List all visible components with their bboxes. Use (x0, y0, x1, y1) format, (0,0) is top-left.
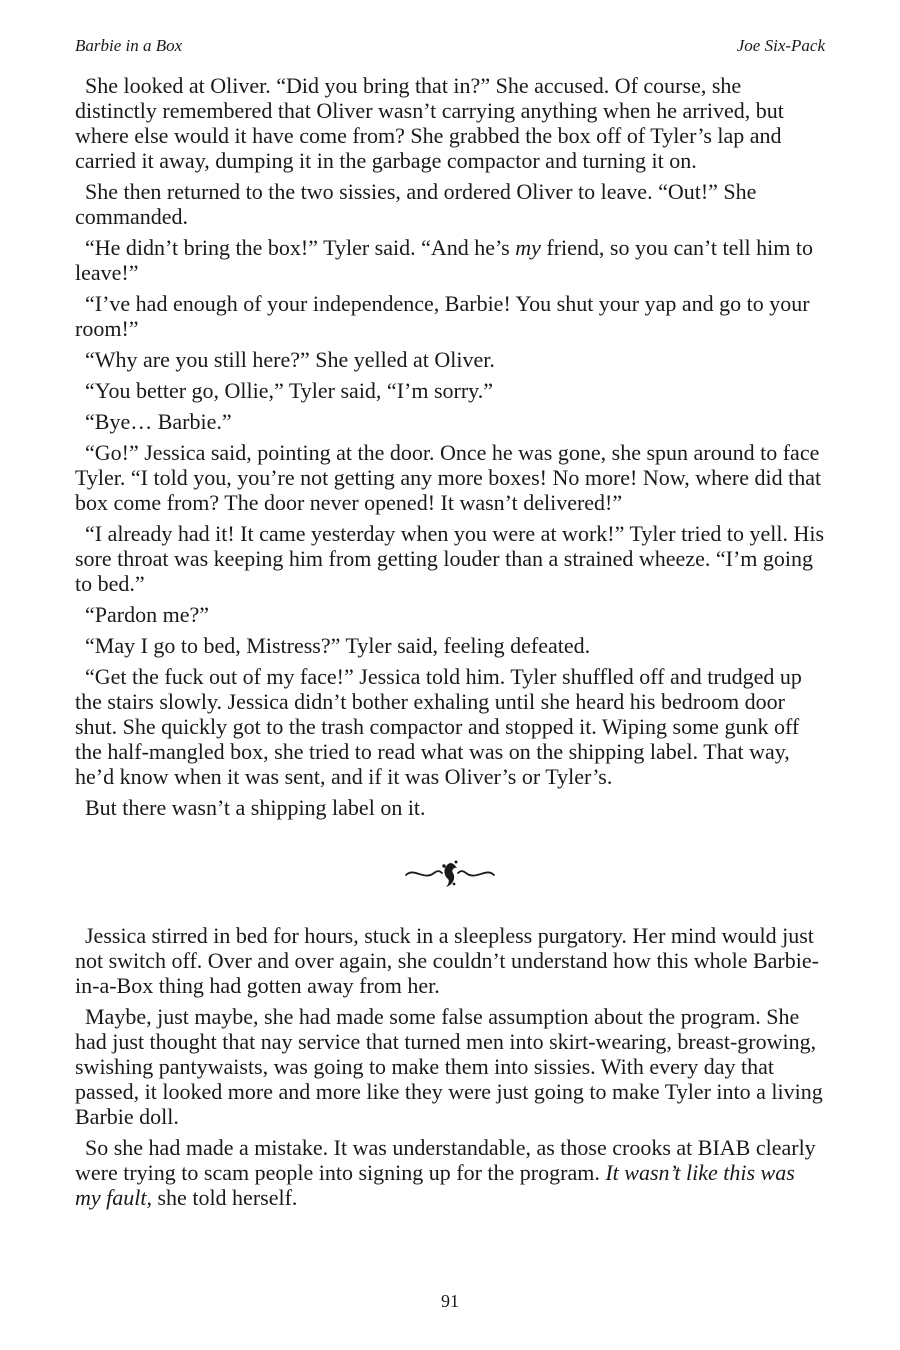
text-run: Jessica stirred in bed for hours, stuck in a sleepless purgatory. Her mind would just not switch off. Over and over again, she couldn’t understand how this whole Barbie-in-a-Box thing had gotten away from her. (75, 923, 819, 998)
fleuron-ornament-icon (402, 856, 498, 890)
text-block-after-break (75, 923, 825, 1216)
header-author: Joe Six-Pack (736, 36, 825, 55)
paragraph (75, 409, 825, 434)
text-run: “I already had it! It came yesterday when you were at work!” Tyler tried to yell. His sore throat was keeping him from getting louder than a strained wheeze. “I’m going to bed.” (75, 521, 825, 596)
page-number: 91 (441, 1291, 459, 1311)
paragraph (75, 923, 825, 998)
paragraph (75, 664, 825, 789)
italic-text-run: It wasn’t like this was my fault, (75, 1160, 795, 1210)
paragraph (75, 73, 825, 173)
text-run: She then returned to the two sissies, and ordered Oliver to leave. “Out!” She commanded. (75, 179, 757, 229)
text-run: “Go!” Jessica said, pointing at the door. Once he was gone, she spun around to face Tyler. “I told you, you’re not getting any more boxes! No more! Now, where did that box come from? The door never opened! It wasn’t delivered!” (75, 440, 822, 515)
paragraph (75, 521, 825, 596)
paragraph (75, 602, 825, 627)
section-break (0, 856, 900, 895)
text-run: “Pardon me?” (85, 602, 209, 627)
text-run: “Why are you still here?” She yelled at Oliver. (85, 347, 495, 372)
paragraph (75, 235, 825, 285)
paragraph (75, 179, 825, 229)
text-run: “You better go, Ollie,” Tyler said, “I’m sorry.” (85, 378, 494, 403)
text-run: “Get the fuck out of my face!” Jessica told him. Tyler shuffled off and trudged up the stairs slowly. Jessica didn’t bother exhaling until she heard his bedroom door shut. She quickly got to the trash compactor and stopped it. Wiping some gunk off the half-mangled box, she tried to read what was on the shipping label. That way, he’d know when it was sent, and if it was Oliver’s or Tyler’s. (75, 664, 802, 789)
italic-text-run: my (515, 235, 541, 260)
text-run: She looked at Oliver. “Did you bring that in?” She accused. Of course, she distinctly remembered that Oliver wasn’t carrying anything when he arrived, but where else would it have come from? She grabbed the box off of Tyler’s lap and carried it away, dumping it in the garbage compactor and turning it on. (75, 73, 784, 173)
text-run: But there wasn’t a shipping label on it. (85, 795, 426, 820)
text-run: friend, so you can’t tell him to leave!” (75, 235, 813, 285)
paragraph (75, 378, 825, 403)
text-run: “May I go to bed, Mistress?” Tyler said, feeling defeated. (85, 633, 591, 658)
text-run: “Bye… Barbie.” (85, 409, 232, 434)
text-run: So she had made a mistake. It was understandable, as those crooks at BIAB clearly were trying to scam people into signing up for the program. (75, 1135, 816, 1185)
text-block-before-break (75, 73, 825, 826)
text-run: Maybe, just maybe, she had made some false assumption about the program. She had just thought that nay service that turned men into skirt-wearing, breast-growing, swishing pantywaists, was going to make them into sissies. With every day that passed, it looked more and more like they were just going to make Tyler into a living Barbie doll. (75, 1004, 823, 1129)
header-book-title: Barbie in a Box (75, 36, 183, 55)
paragraph (75, 440, 825, 515)
paragraph (75, 633, 825, 658)
paragraph (75, 347, 825, 372)
paragraph (75, 1004, 825, 1129)
running-header (75, 36, 825, 60)
paragraph (75, 795, 825, 820)
text-run: she told herself. (152, 1185, 298, 1210)
paragraph (75, 1135, 825, 1210)
text-run: “He didn’t bring the box!” Tyler said. “And he’s (85, 235, 516, 260)
paragraph (75, 291, 825, 341)
text-run: “I’ve had enough of your independence, Barbie! You shut your yap and go to your room!” (75, 291, 810, 341)
